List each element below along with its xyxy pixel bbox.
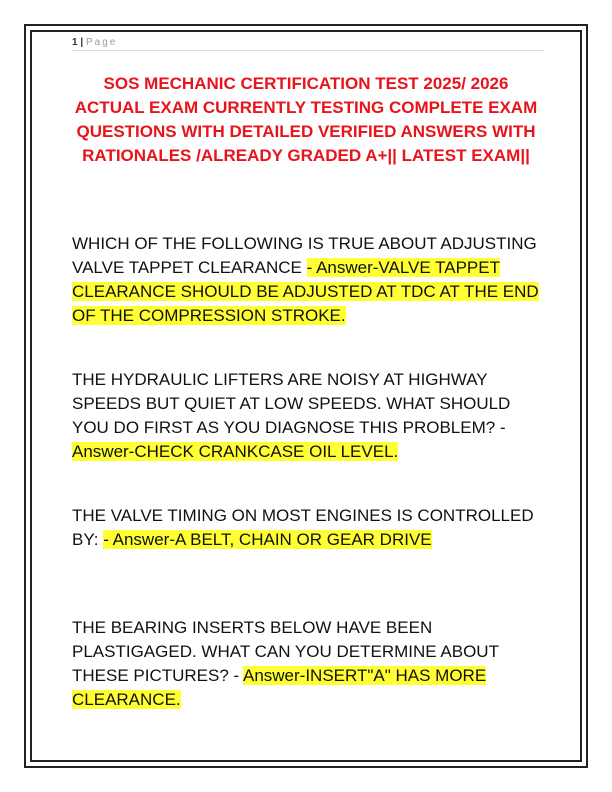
- page-header: [72, 36, 544, 51]
- qa-item: [72, 504, 542, 552]
- answer-text: - Answer-A BELT, CHAIN OR GEAR DRIVE: [103, 530, 432, 549]
- question-text: THE VALVE TIMING ON MOST ENGINES IS CONTROLLED BY:: [72, 506, 534, 549]
- page-separator: |: [80, 37, 84, 48]
- answer-text: Answer-INSERT"A" HAS MORE CLEARANCE.: [72, 666, 487, 709]
- answer-text: - Answer-VALVE TAPPET CLEARANCE SHOULD BE ADJUSTED AT TDC AT THE END OF THE COMPRESSION STROKE.: [72, 258, 539, 325]
- question-text: THE BEARING INSERTS BELOW HAVE BEEN PLASTIGAGED. WHAT CAN YOU DETERMINE ABOUT THESE PICTURES? -: [72, 618, 499, 685]
- question-text: THE HYDRAULIC LIFTERS ARE NOISY AT HIGHWAY SPEEDS BUT QUIET AT LOW SPEEDS. WHAT SHOULD YOU DO FIRST AS YOU DIAGNOSE THIS PROBLEM? -: [72, 370, 511, 437]
- qa-item: [72, 232, 542, 328]
- page-number: 1: [72, 37, 78, 48]
- document-title: SOS MECHANIC CERTIFICATION TEST 2025/ 2026 ACTUAL EXAM CURRENTLY TESTING COMPLETE EXAM QUESTIONS WITH DETAILED VERIFIED ANSWERS WITH RATIONALES /ALREADY GRADED A+|| LATEST EXAM||: [74, 74, 538, 165]
- qa-item: [72, 368, 542, 464]
- page-label: Page: [85, 37, 118, 48]
- qa-item: [72, 616, 542, 712]
- answer-text: Answer-CHECK CRANKCASE OIL LEVEL.: [72, 442, 399, 461]
- question-text: WHICH OF THE FOLLOWING IS TRUE ABOUT ADJUSTING VALVE TAPPET CLEARANCE: [72, 234, 537, 277]
